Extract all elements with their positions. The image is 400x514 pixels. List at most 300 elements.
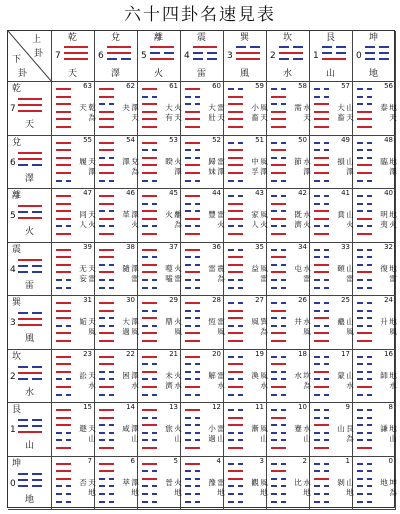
hexagram-number: 53 [169,135,178,144]
yin-line [336,52,346,54]
hexagram-cell [138,350,181,404]
hexagram-name-char: 火 [174,103,182,112]
trigram-name: 震 [11,244,21,255]
hexagram-name [353,350,396,404]
hexagram-name-char: 火 [303,220,311,229]
hexagram-cell [181,189,224,243]
hexagram-number: 18 [298,349,307,358]
hexagram-name-char: 畜 [337,113,345,122]
upper-trigram-header [52,31,95,82]
hexagram-name [224,457,267,511]
hexagram-cell [52,189,95,243]
hexagram-name-char: 天 [88,477,96,487]
hexagram-name [224,243,267,297]
hexagram-name [95,457,138,511]
hexagram-name [353,403,396,457]
trigram-name: 兌 [11,137,21,148]
hexagram-name-char: 家 [251,210,259,219]
trigram-nature: 風 [240,69,250,79]
hexagram-name-char: 火 [165,210,173,219]
hexagram-name [52,136,95,190]
hexagram-name-char: 澤 [131,317,139,326]
hexagram-name-char: 地 [389,156,397,166]
hexagram-name-char: 蠱 [337,317,345,326]
hexagram-name-char: 雷 [217,210,225,219]
hexagram-name [95,350,138,404]
yin-line [32,425,42,427]
hexagram-name-char: 水 [260,380,268,390]
trigram-name: 離 [11,191,21,201]
hexagram-name [267,403,310,457]
lower-trigram-header [8,82,52,136]
hexagram-name-char: 噬 [165,263,173,273]
hexagram-number: 44 [212,189,221,197]
hexagram-cell [52,136,95,190]
lower-trigram-header [8,457,52,511]
hexagram-name [353,243,396,297]
yang-line [18,318,42,320]
hexagram-name-char: 頤 [337,263,345,273]
hexagram-name [52,296,95,350]
hexagram-name-char: 剝 [337,477,345,487]
hexagram-name-char: 山 [260,434,268,443]
hexagram-name-char: 坤 [389,477,397,487]
yang-line [18,158,42,160]
hexagram-name-char: 風 [217,327,225,336]
hexagram-name-char: 兌 [131,156,139,166]
yang-line [18,110,42,112]
yin-line [322,52,332,54]
trigram-number: 0 [356,51,362,61]
yin-line [293,58,303,60]
hexagram-name-char: 雷 [217,477,225,487]
hexagram-name-char: 地 [346,487,354,497]
hexagram-name-char: 風 [260,263,268,273]
hexagram-name-char: 節 [294,156,302,166]
hexagram-cell [95,189,138,243]
yin-line [150,52,160,54]
hexagram-name-char: 雷 [303,273,311,283]
yin-line [250,46,260,48]
trigram-nature: 雷 [24,280,34,291]
trigram-number: 6 [10,157,16,168]
hexagram-name-char: 為 [131,166,139,176]
hexagram-name [181,457,224,511]
hexagram-name-char: 澤 [131,210,139,219]
yin-line [279,58,289,60]
hexagram-number: 49 [341,135,350,144]
hexagram-number: 42 [298,189,307,197]
hexagram-cell [267,296,310,350]
hexagram-name-char: 地 [389,370,397,380]
hexagram-number: 14 [126,403,135,411]
hexagram-name-char: 天 [389,113,397,122]
hexagram-name-char: 水 [217,380,225,390]
trigram-number: 5 [10,211,16,221]
hexagram-number: 10 [298,403,307,411]
hexagram-name-char: 有 [165,113,173,122]
yin-line [32,419,42,421]
hexagram-name-char: 升 [380,317,388,326]
hexagram-cell [267,243,310,297]
trigram-nature: 地 [24,494,34,505]
hexagram-name-char: 臨 [380,156,388,166]
hexagram-name-char: 大 [337,103,345,112]
hexagram-number: 30 [126,296,135,304]
yin-line [18,425,28,427]
hexagram-name-char: 雷 [389,273,397,283]
hexagram-name [52,189,95,243]
yin-line [18,312,28,314]
trigram-number: 3 [10,318,16,328]
hexagram-name-char: 既 [294,210,302,219]
hexagram-name [224,136,267,190]
yin-line [164,52,174,54]
corner-label: 卦 [18,69,28,79]
hexagram-number: 58 [298,82,307,90]
hexagram-name [310,296,353,350]
hexagram-name-char: 旅 [165,424,173,433]
yin-line [18,419,28,421]
hexagram-cell [138,243,181,297]
yin-line [18,473,28,475]
hexagram-cell [353,82,396,136]
hexagram-name-char: 山 [346,156,354,166]
trigram-name: 乾 [68,33,78,43]
hexagram-name-char: 壯 [208,113,216,122]
hexagram-name-char: 火 [131,220,139,229]
trigram-name: 巽 [240,33,250,43]
hexagram-cell [95,136,138,190]
yang-line [64,46,88,48]
yang-line [18,259,42,261]
hexagram-name-char: 夬 [122,103,130,112]
hexagram-number: 59 [255,82,264,90]
trigram-name: 坎 [283,33,293,43]
hexagram-number: 52 [212,135,221,144]
hexagram-number: 23 [83,349,92,358]
trigram-name: 乾 [11,84,21,94]
hexagram-name-char: 坎 [303,370,311,380]
hexagram-cell [95,296,138,350]
hexagram-cell [181,350,224,404]
hexagram-name-char: 地 [174,487,182,497]
hexagram-name-char: 水 [303,156,311,166]
hexagram-name-char: 雷 [217,317,225,326]
hexagram-name [138,82,181,136]
hexagram-cell [310,82,353,136]
hexagram-cell [353,296,396,350]
hexagram-name-char: 山 [346,103,354,112]
hexagram-name-char: 天 [88,424,96,433]
hexagram-name-char: 明 [380,210,388,219]
hexagram-name-char: 震 [217,263,225,273]
yin-line [18,366,28,368]
hexagram-name-char: 大 [122,317,130,326]
hexagram-number: 56 [384,82,393,90]
yin-line [18,211,28,213]
hexagram-number: 36 [212,242,221,251]
yang-line [107,52,131,54]
yin-line [18,271,28,273]
yin-line [121,58,131,60]
hexagram-cell [224,136,267,190]
hexagram-cell [138,403,181,457]
hexagram-name-char: 晉 [165,477,173,487]
hexagram-name [95,136,138,190]
hexagram-cell [181,82,224,136]
hexagram-name-char: 困 [122,370,130,380]
hexagram-number: 54 [126,135,135,144]
hexagram-name [310,403,353,457]
yin-line [32,479,42,481]
hexagram-name-char: 水 [303,103,311,112]
hexagram-name-char: 人 [251,220,259,229]
yang-line [18,372,42,374]
hexagram-number: 37 [169,242,178,251]
yin-line [207,58,217,60]
hexagram-cell [138,189,181,243]
hexagram-name-char: 澤 [131,263,139,273]
yin-line [32,378,42,380]
hexagram-name-char: 地 [88,487,96,497]
hexagram-name [181,82,224,136]
hexagram-name-char: 雷 [217,156,225,166]
hexagram-name [181,243,224,297]
yin-line [365,46,375,48]
trigram-name: 坎 [11,351,21,362]
hexagram-name-char: 水 [88,380,96,390]
hexagram-name [95,189,138,243]
hexagram-cell [353,350,396,404]
hexagram-number: 21 [169,349,178,358]
hexagram-name-char: 澤 [131,424,139,433]
hexagram-number: 12 [212,403,221,411]
hexagram-name-char: 為 [389,487,397,497]
hexagram-name-char: 益 [251,263,259,273]
hexagram-name-char: 風 [251,317,259,326]
hexagram-number: 61 [169,82,178,90]
hexagram-name [267,296,310,350]
hexagram-name-char: 謙 [380,424,388,433]
hexagram-name-char: 妹 [208,166,216,176]
hexagram-number: 47 [83,189,92,197]
yang-line [150,46,174,48]
hexagram-name-char: 師 [380,370,388,380]
yang-line [18,104,42,106]
hexagram-name-char: 風 [303,327,311,336]
hexagram-name-char: 地 [380,477,388,487]
yang-line [18,152,42,154]
hexagram-name-char: 火 [389,220,397,229]
hexagram-number: 26 [298,296,307,304]
hexagram-name [138,243,181,297]
hexagram-cell [267,403,310,457]
trigram-number: 3 [227,51,233,61]
hexagram-name-char: 水 [346,380,354,390]
yang-line [236,52,260,54]
hexagram-name [52,457,95,511]
hexagram-name [353,296,396,350]
trigram-nature: 水 [283,69,293,79]
hexagram-cell [267,189,310,243]
hexagram-cell [267,136,310,190]
hexagram-name-char: 地 [389,103,397,112]
hexagram-number: 5 [173,456,178,465]
hexagram-name [95,296,138,350]
trigram-nature: 地 [369,69,379,79]
hexagram-name-char: 損 [337,156,345,166]
hexagram-number: 16 [384,349,393,358]
upper-trigram-header [138,31,181,82]
yang-line [64,52,88,54]
hexagram-name-char: 風 [260,424,268,433]
hexagram-number: 22 [126,349,135,358]
hexagram-name-char: 為 [88,113,96,122]
trigram-number: 4 [184,51,190,61]
yin-line [18,485,28,487]
hexagram-cell [353,403,396,457]
hexagram-name-char: 火 [260,220,268,229]
hexagram-number: 35 [255,242,264,251]
hexagram-name [138,350,181,404]
yin-line [18,378,28,380]
trigram-number: 7 [10,104,16,114]
hexagram-name [138,296,181,350]
hexagram-cell [353,457,396,511]
hexagram-name [267,350,310,404]
hexagram-name-char: 山 [174,434,182,443]
hexagram-number: 39 [83,242,92,251]
hexagram-name-char: 為 [346,434,354,443]
hexagram-name-char: 水 [131,380,139,390]
trigram-number: 1 [313,51,319,61]
hexagram-name-char: 風 [260,103,268,112]
hexagram-name-char: 澤 [303,166,311,176]
hexagram-name-char: 為 [174,220,182,229]
hexagram-name-char: 雷 [217,424,225,433]
lower-trigram-header [8,403,52,457]
hexagram-name-char: 山 [346,477,354,487]
yang-line [193,46,217,48]
trigram-number: 2 [270,51,276,61]
hexagram-name [181,403,224,457]
yin-line [365,58,375,60]
hexagram-cell [353,243,396,297]
hexagram-number: 46 [126,189,135,197]
hexagram-name [310,136,353,190]
hexagram-name-char: 山 [131,434,139,443]
yin-line [18,479,28,481]
hexagram-cell [224,189,267,243]
hexagram-name-char: 遯 [79,424,87,433]
hexagram-name [267,136,310,190]
yang-line [18,431,42,433]
trigram-number: 2 [10,371,16,382]
hexagram-name-char: 風 [174,327,182,336]
yin-line [32,473,42,475]
hexagram-name [224,296,267,350]
hexagram-name [310,350,353,404]
hexagram-cell [353,136,396,190]
hexagram-name [353,457,396,511]
hexagram-number: 28 [212,296,221,304]
hexagram-cell [310,403,353,457]
yin-line [322,46,332,48]
trigram-nature: 澤 [24,173,34,184]
hexagram-name [224,82,267,136]
hexagram-name-char: 水 [389,380,397,390]
yang-line [18,217,42,219]
hexagram-number: 41 [341,189,350,197]
yang-line [322,58,346,60]
hexagram-name-char: 雷 [88,273,96,283]
hexagram-name-char: 山 [346,370,354,380]
trigram-nature: 風 [24,334,34,344]
hexagram-name [224,403,267,457]
hexagram-name-char: 井 [294,317,302,326]
hexagram-cell [138,82,181,136]
trigram-number: 0 [10,478,16,489]
hexagram-name-char: 大 [165,103,173,112]
hexagram-number: 11 [255,403,264,411]
hexagram-name-char: 睽 [165,156,173,166]
hexagram-name-char: 中 [251,156,259,166]
hexagram-number: 6 [130,456,135,465]
hexagram-name-char: 山 [303,434,311,443]
hexagram-name [310,82,353,136]
hexagram-number: 19 [255,349,264,358]
hexagram-name-char: 水 [303,424,311,433]
hexagram-number: 45 [169,189,178,197]
hexagram-name-char: 澤 [122,156,130,166]
hexagram-name-char: 否 [79,477,87,487]
hexagram-name-char: 山 [346,210,354,219]
hexagram-name-char: 澤 [389,166,397,176]
hexagram-cell [224,296,267,350]
hexagram-name-char: 雷 [208,263,216,273]
yin-line [32,271,42,273]
hexagram-name-char: 澤 [174,166,182,176]
hexagram-name-char: 天 [346,113,354,122]
yin-line [236,46,246,48]
hexagram-name-char: 孚 [251,166,259,176]
yin-line [32,164,42,166]
hexagram-number: 2 [302,456,307,465]
hexagram-cell [310,457,353,511]
yin-line [18,265,28,267]
hexagram-name-char: 革 [122,210,130,219]
hexagram-cell [52,350,95,404]
hexagram-cell [95,82,138,136]
trigram-name: 離 [154,33,164,43]
hexagram-name-char: 澤 [88,166,96,176]
hexagram-number: 48 [384,135,393,144]
hexagram-number: 17 [341,349,350,358]
upper-trigram-header [224,31,267,82]
hexagram-name-char: 為 [217,273,225,283]
hexagram-name-char: 艮 [346,424,354,433]
hexagram-name-char: 離 [174,210,182,219]
trigram-nature: 雷 [197,69,207,79]
hexagram-number: 9 [345,403,350,411]
hexagram-cell [95,243,138,297]
hexagram-name-char: 火 [174,477,182,487]
trigram-name: 艮 [326,33,336,43]
hexagram-number: 43 [255,189,264,197]
hexagram-name-char: 火 [88,220,96,229]
hexagram-cell [52,82,95,136]
